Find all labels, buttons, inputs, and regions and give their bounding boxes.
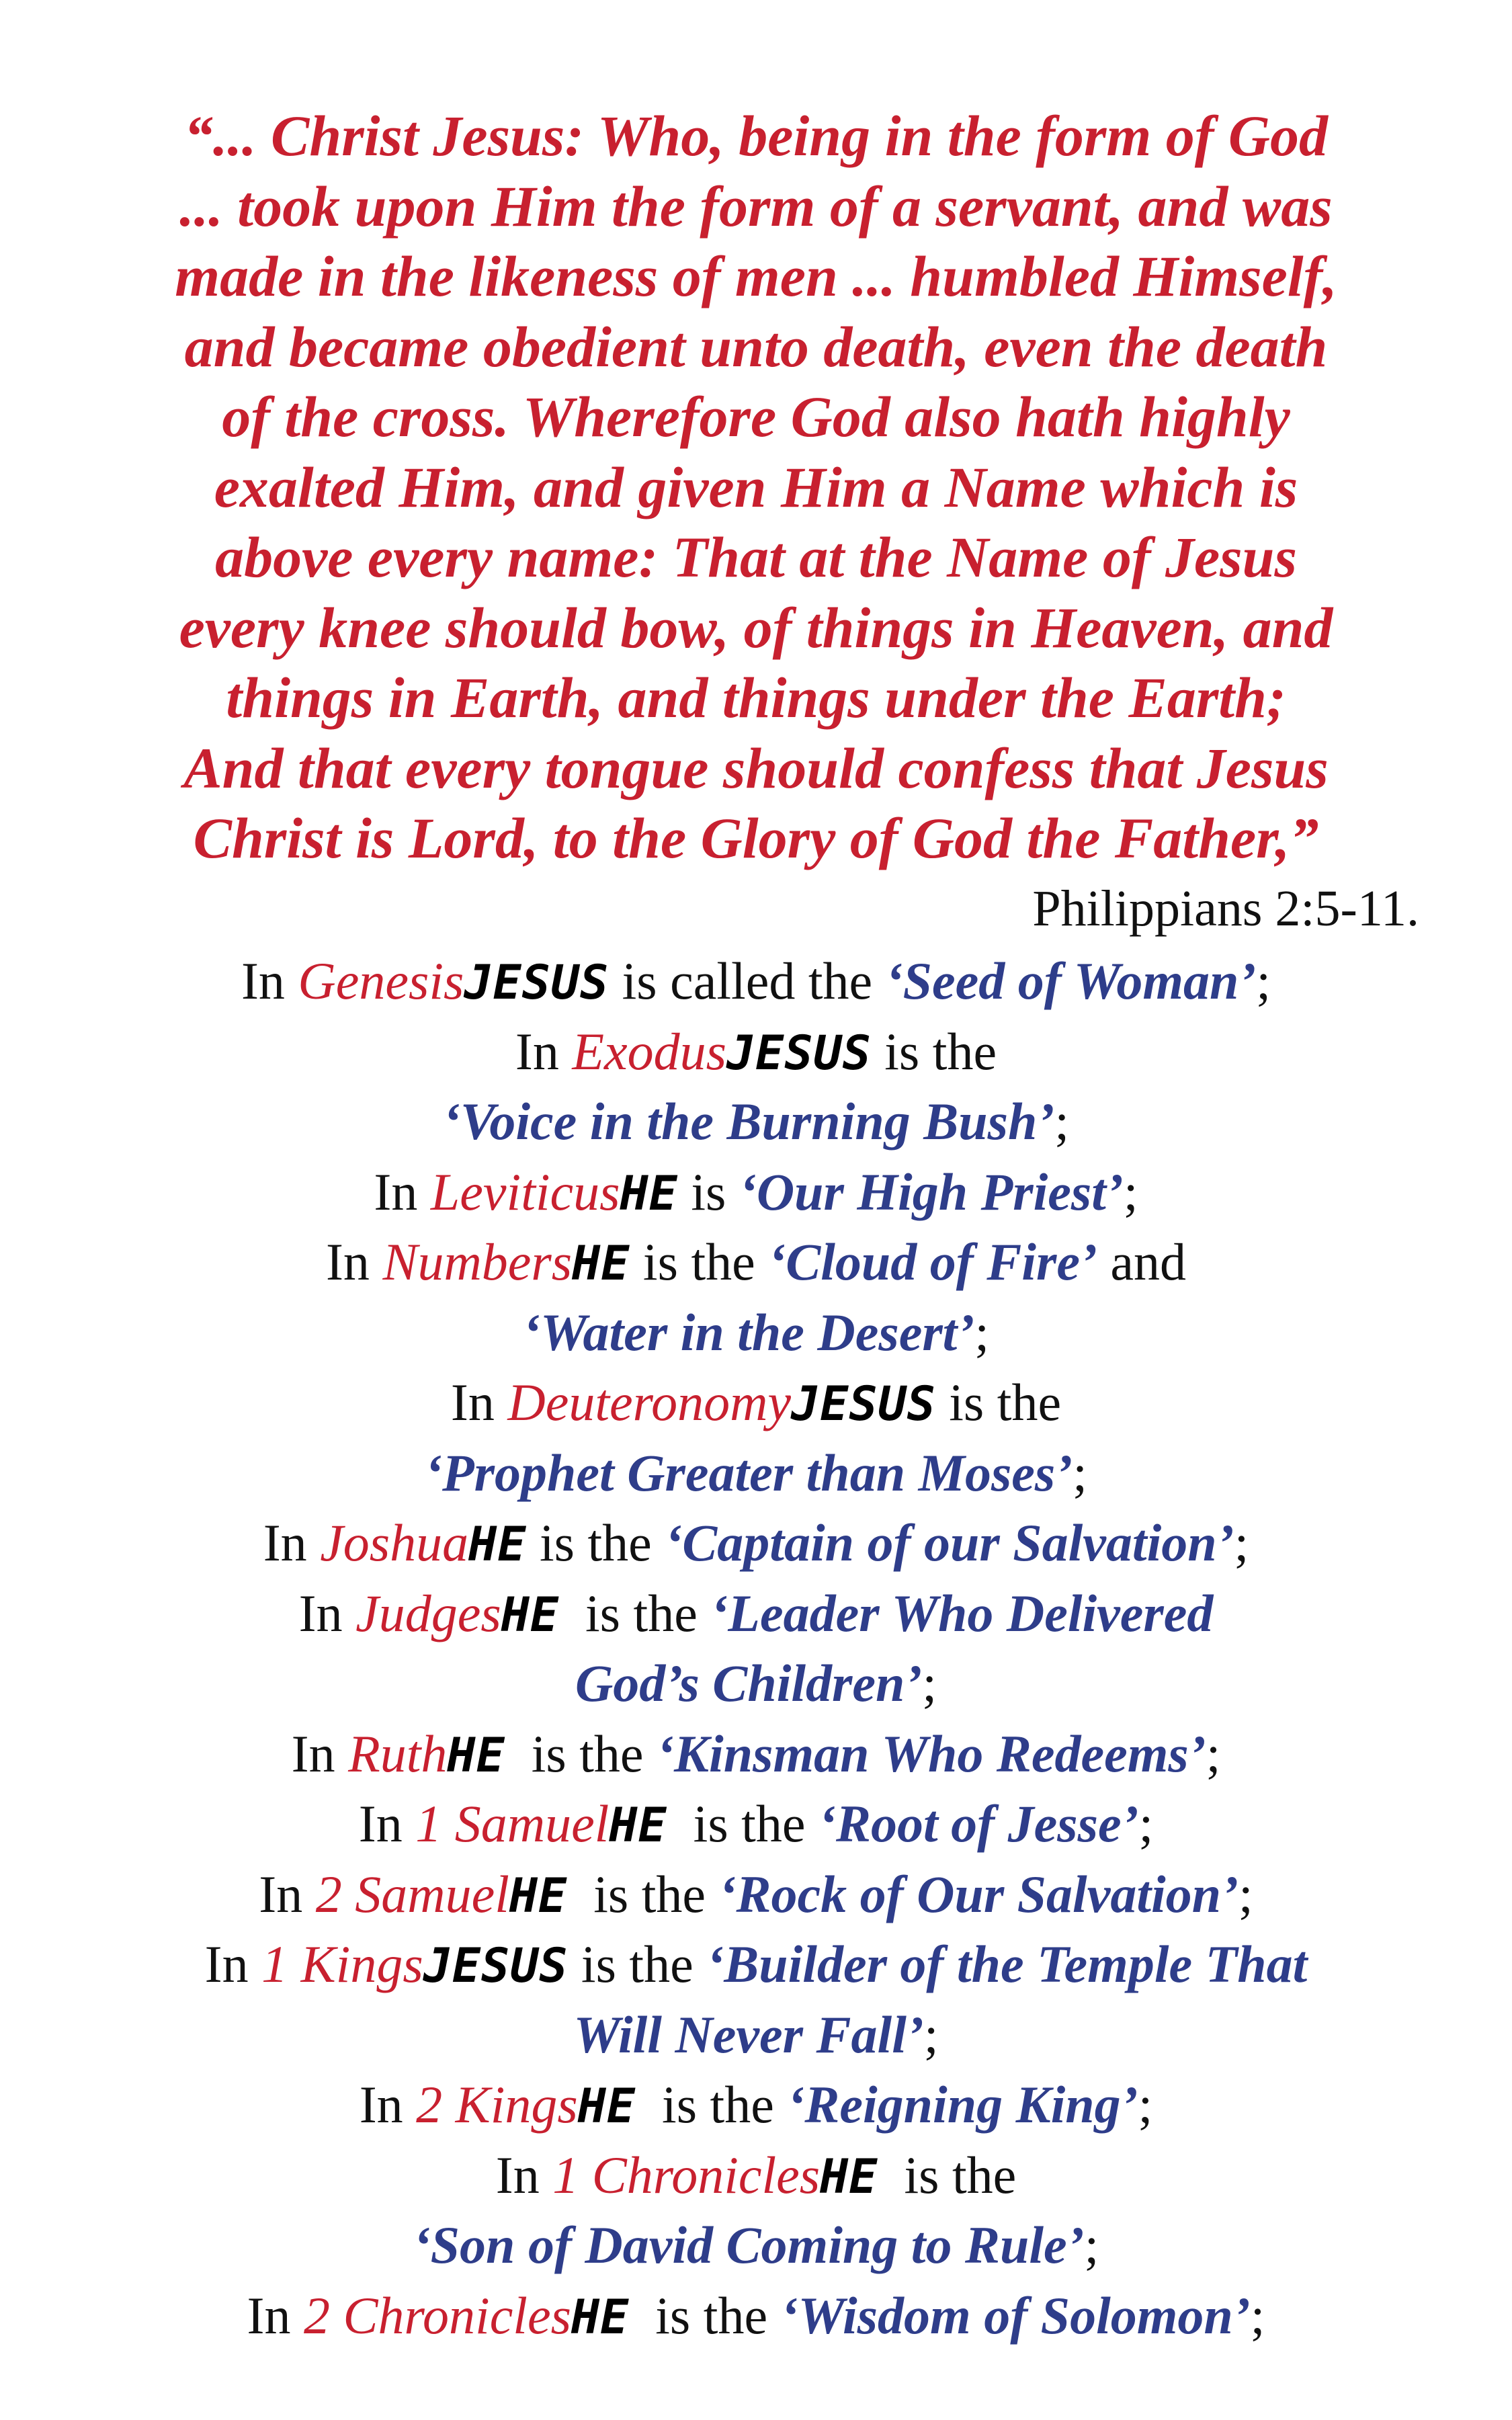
line-prefix: In — [259, 1864, 316, 1923]
quote-line: made in the likeness of men ... humbled Himself, — [175, 244, 1337, 308]
list-item — [67, 2210, 1445, 2281]
name-of-jesus: HE — [447, 1727, 505, 1783]
name-of-jesus: HE — [501, 1587, 559, 1642]
christ-title: ‘Prophet Greater than Moses’ — [425, 1443, 1073, 1502]
name-of-jesus: HE — [509, 1868, 568, 1923]
name-of-jesus: JESUS — [791, 1376, 936, 1431]
line-ending: and — [1097, 1233, 1187, 1291]
line-ending: ; — [1250, 2286, 1265, 2345]
list-item — [67, 1719, 1445, 1790]
name-of-jesus: HE — [468, 1517, 527, 1572]
christ-title: ‘Captain of our Salvation’ — [665, 1513, 1234, 1572]
book-name: Judges — [355, 1583, 501, 1642]
line-ending: ; — [1138, 2075, 1153, 2134]
line-ending: ; — [1234, 1513, 1249, 1572]
line-connector: is the — [526, 1513, 665, 1572]
christ-title: ‘Rock of Our Salvation’ — [718, 1864, 1239, 1923]
line-prefix: In — [495, 2145, 553, 2204]
name-of-jesus: HE — [620, 1165, 678, 1221]
scripture-quote — [101, 101, 1411, 874]
list-item — [67, 1579, 1445, 1649]
list-item — [67, 1438, 1445, 1509]
christ-title: ‘Our High Priest’ — [739, 1162, 1124, 1221]
quote-line: above every name: That at the Name of Jesus — [215, 525, 1297, 589]
christ-title: ‘Kinsman Who Redeems’ — [657, 1724, 1206, 1783]
quote-line: And that every tongue should confess that Jesus — [183, 735, 1329, 800]
christ-title: ‘Leader Who Delivered — [710, 1583, 1214, 1642]
name-of-jesus: HE — [577, 2079, 636, 2134]
christ-title: ‘Son of David Coming to Rule’ — [413, 2216, 1085, 2274]
list-item — [67, 1368, 1445, 1438]
quote-line: “... Christ Jesus: Who, being in the form of God — [184, 103, 1328, 168]
quote-line: exalted Him, and given Him a Name which is — [214, 454, 1298, 519]
christ-title: ‘Wisdom of Solomon’ — [780, 2286, 1251, 2345]
name-of-jesus: HE — [820, 2148, 878, 2204]
line-connector: is the — [878, 2145, 1017, 2204]
line-connector: is the — [629, 2286, 781, 2345]
name-of-jesus: JESUS — [726, 1025, 872, 1081]
scripture-reference: Philippians 2:5-11. — [1032, 880, 1419, 937]
christ-title: ‘Voice in the Burning Bush’ — [443, 1092, 1055, 1151]
line-connector: is the — [871, 1021, 997, 1081]
quote-line: and became obedient unto death, even the death — [184, 314, 1328, 379]
quote-line: things in Earth, and things under the Earth; — [226, 665, 1286, 730]
line-prefix: In — [241, 952, 298, 1010]
christ-title: ‘Reigning King’ — [787, 2075, 1138, 2134]
line-ending: ; — [1054, 1092, 1069, 1151]
quote-line: every knee should bow, of things in Heaven, and — [179, 595, 1333, 660]
name-of-jesus: JESUS — [464, 955, 610, 1010]
name-of-jesus: HE — [571, 2289, 630, 2345]
book-name: Leviticus — [430, 1162, 620, 1221]
list-item — [67, 1789, 1445, 1860]
line-prefix: In — [515, 1021, 573, 1081]
line-connector: is — [677, 1162, 739, 1221]
quote-line: ... took upon Him the form of a servant, and was — [179, 173, 1333, 239]
book-name: Joshua — [320, 1513, 469, 1572]
line-connector: is the — [636, 2075, 788, 2134]
line-ending: ; — [1256, 952, 1271, 1010]
list-item — [67, 1227, 1445, 1298]
line-prefix: In — [263, 1513, 321, 1572]
book-name: Numbers — [382, 1233, 573, 1291]
book-name: Exodus — [572, 1021, 727, 1081]
name-of-jesus: HE — [572, 1236, 630, 1291]
christ-title: ‘Cloud of Fire’ — [768, 1233, 1097, 1291]
line-connector: is the — [559, 1583, 711, 1642]
book-name: Ruth — [348, 1724, 448, 1783]
quote-line: Christ is Lord, to the Glory of God the Father,” — [193, 806, 1319, 870]
list-item — [67, 2140, 1445, 2211]
line-connector: is the — [567, 1864, 719, 1923]
book-name: 1 Kings — [261, 1935, 423, 1993]
christ-title: God’s Children’ — [575, 1654, 923, 1712]
line-connector: is the — [667, 1794, 818, 1853]
name-of-jesus: HE — [609, 1798, 667, 1853]
book-name: 2 Samuel — [315, 1864, 509, 1923]
list-item — [67, 2070, 1445, 2140]
list-item — [67, 1087, 1445, 1157]
book-name: Genesis — [298, 952, 464, 1010]
line-prefix: In — [325, 1233, 383, 1291]
list-item — [67, 1508, 1445, 1579]
line-prefix: In — [374, 1162, 431, 1221]
list-item — [67, 2281, 1445, 2351]
christ-title: ‘Water in the Desert’ — [522, 1302, 975, 1362]
book-name: 2 Chronicles — [304, 2286, 571, 2345]
line-ending: ; — [922, 1654, 937, 1712]
line-connector: is the — [935, 1373, 1062, 1431]
line-connector: is the — [568, 1935, 707, 1993]
line-connector: is the — [505, 1724, 657, 1783]
christ-title: ‘Root of Jesse’ — [818, 1794, 1139, 1853]
book-name: 2 Kings — [416, 2075, 578, 2134]
line-prefix: In — [291, 1724, 349, 1783]
book-name: 1 Chronicles — [552, 2145, 821, 2204]
book-name: Deuteronomy — [507, 1373, 792, 1431]
book-list — [67, 946, 1445, 2351]
list-item — [67, 1298, 1445, 1368]
line-prefix: In — [358, 1794, 416, 1853]
line-prefix: In — [204, 1935, 262, 1993]
line-prefix: In — [247, 2286, 304, 2345]
line-prefix: In — [298, 1583, 356, 1642]
christ-title: ‘Builder of the Temple That — [706, 1935, 1308, 1993]
list-item — [67, 1649, 1445, 1719]
list-item — [67, 946, 1445, 1017]
name-of-jesus: JESUS — [423, 1938, 569, 1993]
line-ending: ; — [1206, 1724, 1221, 1783]
line-ending: ; — [1073, 1443, 1087, 1502]
christ-title: ‘Seed of Woman’ — [885, 952, 1257, 1010]
line-ending: ; — [923, 2005, 939, 2064]
line-ending: ; — [974, 1302, 989, 1362]
line-prefix: In — [359, 2075, 417, 2134]
list-item — [67, 1157, 1445, 1228]
quote-line: of the cross. Wherefore God also hath highly — [222, 384, 1290, 449]
line-ending: ; — [1238, 1864, 1253, 1923]
list-item — [67, 1860, 1445, 1930]
line-prefix: In — [450, 1373, 508, 1431]
line-connector: is called the — [609, 952, 886, 1010]
christ-title: Will Never Fall’ — [573, 2005, 924, 2064]
list-item — [67, 1017, 1445, 1087]
list-item — [67, 2000, 1445, 2071]
line-ending: ; — [1138, 1794, 1154, 1853]
list-item — [67, 1929, 1445, 2000]
line-ending: ; — [1084, 2216, 1099, 2274]
line-ending: ; — [1123, 1162, 1138, 1221]
book-name: 1 Samuel — [415, 1794, 610, 1853]
line-connector: is the — [630, 1233, 769, 1291]
